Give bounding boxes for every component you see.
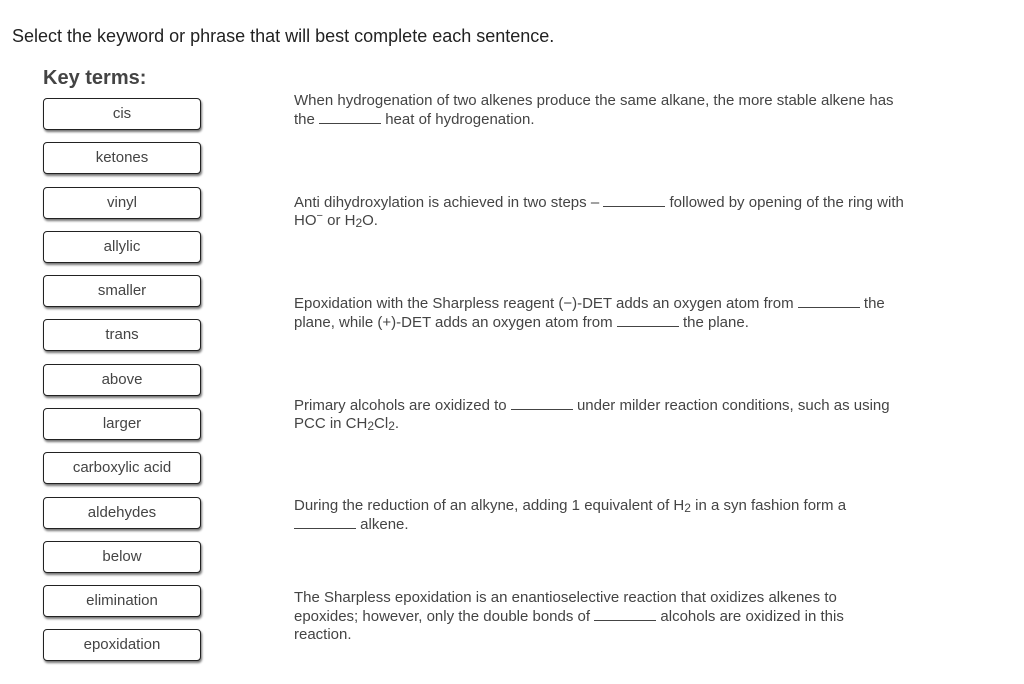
term-carboxylic-acid[interactable]: carboxylic acid (43, 452, 201, 484)
term-larger[interactable]: larger (43, 408, 201, 440)
blank-2[interactable] (603, 193, 665, 207)
sentence-5 (294, 497, 904, 534)
term-elimination[interactable]: elimination (43, 585, 201, 617)
sentence-4-part-a: Primary alcohols are oxidized to (294, 397, 507, 414)
sentence-1-part-b: heat of hydrogenation. (385, 111, 535, 128)
sentence-3 (294, 294, 904, 332)
blank-5[interactable] (294, 515, 356, 529)
sentence-2-part-b: followed by opening of the ring with HO (294, 194, 904, 229)
sentence-6-part-b: alcohols are oxidized in this reaction. (294, 608, 844, 643)
sentence-2-subscript: 2 (355, 216, 363, 230)
term-cis[interactable]: cis (43, 98, 201, 130)
blank-1[interactable] (319, 110, 381, 124)
blank-4[interactable] (511, 396, 573, 410)
sentence-3-part-b: the plane, while (+)-DET adds an oxygen atom from (294, 295, 885, 331)
term-allylic[interactable]: allylic (43, 231, 201, 263)
sentence-1-part-a: When hydrogenation of two alkenes produce the same alkane, the more stable alkene has the (294, 92, 894, 128)
key-terms-heading: Key terms: (43, 67, 147, 89)
sentence-2-superscript: − (316, 210, 323, 222)
sentence-4-part-b: under milder reaction conditions, such as using PCC in CH (294, 397, 890, 432)
sentence-5-part-b: in a syn fashion form a (695, 497, 847, 514)
blank-3b[interactable] (617, 313, 679, 327)
sentence-2-part-c: or H (327, 212, 356, 229)
term-smaller[interactable]: smaller (43, 275, 201, 307)
term-ketones[interactable]: ketones (43, 142, 201, 174)
sentence-4-subscript-1: 2 (367, 419, 375, 433)
term-below[interactable]: below (43, 541, 201, 573)
sentence-2-part-d: O. (362, 212, 378, 229)
term-trans[interactable]: trans (43, 319, 201, 351)
sentence-4-part-c: Cl (374, 415, 389, 432)
sentence-4-part-d: . (394, 415, 400, 432)
term-aldehydes[interactable]: aldehydes (43, 497, 201, 529)
term-above[interactable]: above (43, 364, 201, 396)
blank-3a[interactable] (798, 294, 860, 308)
term-epoxidation[interactable]: epoxidation (43, 629, 201, 661)
sentence-6 (294, 589, 904, 644)
term-vinyl[interactable]: vinyl (43, 187, 201, 219)
blank-6[interactable] (594, 607, 656, 621)
sentence-6-part-a: The Sharpless epoxidation is an enantioselective reaction that oxidizes alkenes to epoxides; however, only the double bonds of (294, 589, 837, 625)
instruction-text: Select the keyword or phrase that will best complete each sentence. (12, 26, 555, 46)
sentence-1 (294, 92, 904, 129)
sentence-4 (294, 396, 904, 433)
sentence-2 (294, 193, 904, 230)
sentence-5-part-c: alkene. (360, 516, 409, 533)
sentence-4-subscript-2: 2 (388, 419, 395, 433)
sentence-5-subscript: 2 (684, 501, 691, 515)
sentence-3-part-a: Epoxidation with the Sharpless reagent (−)-DET adds an oxygen atom from (294, 295, 794, 312)
sentence-3-part-c: the plane. (682, 314, 749, 331)
sentence-2-part-a: Anti dihydroxylation is achieved in two steps – (294, 194, 600, 211)
sentence-5-part-a: During the reduction of an alkyne, adding 1 equivalent of H (294, 497, 685, 514)
